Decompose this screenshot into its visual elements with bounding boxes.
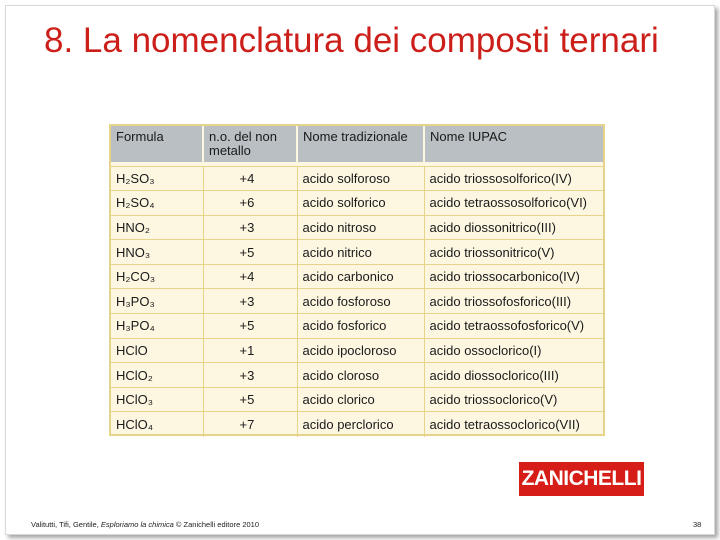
slide-title: 8. La nomenclatura dei composti ternari: [44, 21, 659, 60]
table-row: [111, 338, 603, 363]
cell-formula: H₃PO₄: [111, 314, 203, 339]
cell-oxidation-number: +1: [203, 338, 297, 363]
cell-traditional-name: acido fosforoso: [297, 289, 424, 314]
cell-oxidation-number: +7: [203, 412, 297, 437]
cell-oxidation-number: +4: [203, 166, 297, 191]
zanichelli-logo: ZANICHELLI: [519, 462, 644, 496]
cell-iupac-name: acido triossonitrico(V): [424, 240, 603, 265]
cell-iupac-name: acido tetraossosolforico(VI): [424, 191, 603, 216]
cell-oxidation-number: +3: [203, 363, 297, 388]
cell-iupac-name: acido triossofosforico(III): [424, 289, 603, 314]
nomenclature-table: [111, 126, 603, 437]
cell-traditional-name: acido carbonico: [297, 264, 424, 289]
table-header-row: [111, 126, 603, 162]
cell-formula: H₂SO₃: [111, 166, 203, 191]
cell-oxidation-number: +6: [203, 191, 297, 216]
cell-traditional-name: acido perclorico: [297, 412, 424, 437]
cell-iupac-name: acido triossosolforico(IV): [424, 166, 603, 191]
nomenclature-table-container: [109, 124, 605, 436]
cell-oxidation-number: +3: [203, 289, 297, 314]
cell-iupac-name: acido triossoclorico(V): [424, 387, 603, 412]
cell-oxidation-number: +4: [203, 264, 297, 289]
table-row: [111, 166, 603, 191]
table-row: [111, 191, 603, 216]
cell-formula: H₂SO₄: [111, 191, 203, 216]
header-iupac-name: Nome IUPAC: [430, 129, 508, 144]
cell-traditional-name: acido fosforico: [297, 314, 424, 339]
footer-credit: [31, 520, 259, 529]
table-row: [111, 215, 603, 240]
footer-authors: Valitutti, Tifi, Gentile,: [31, 520, 101, 529]
cell-formula: H₂CO₃: [111, 264, 203, 289]
header-formula: Formula: [111, 126, 203, 162]
table-row: [111, 363, 603, 388]
header-oxidation-number: n.o. del non metallo: [203, 126, 297, 162]
table-row: [111, 314, 603, 339]
cell-formula: HClO: [111, 338, 203, 363]
cell-traditional-name: acido clorico: [297, 387, 424, 412]
cell-formula: HNO₂: [111, 215, 203, 240]
cell-formula: HClO₃: [111, 387, 203, 412]
cell-formula: HNO₃: [111, 240, 203, 265]
cell-traditional-name: acido solforoso: [297, 166, 424, 191]
table-row: [111, 240, 603, 265]
cell-traditional-name: acido nitroso: [297, 215, 424, 240]
table-row: [111, 412, 603, 437]
footer-publisher: © Zanichelli editore 2010: [173, 520, 260, 529]
cell-traditional-name: acido nitrico: [297, 240, 424, 265]
table-row: [111, 289, 603, 314]
cell-oxidation-number: +5: [203, 240, 297, 265]
cell-iupac-name: acido diossoclorico(III): [424, 363, 603, 388]
header-traditional-name: Nome tradizionale: [297, 126, 424, 162]
cell-iupac-name: acido triossocarbonico(IV): [424, 264, 603, 289]
cell-iupac-name: acido ossoclorico(I): [424, 338, 603, 363]
cell-iupac-name: acido tetraossofosforico(V): [424, 314, 603, 339]
cell-formula: HClO₄: [111, 412, 203, 437]
cell-oxidation-number: +3: [203, 215, 297, 240]
cell-iupac-name: acido tetraossoclorico(VII): [424, 412, 603, 437]
cell-traditional-name: acido cloroso: [297, 363, 424, 388]
cell-formula: HClO₂: [111, 363, 203, 388]
cell-traditional-name: acido ipocloroso: [297, 338, 424, 363]
table-row: [111, 264, 603, 289]
cell-iupac-name: acido diossonitrico(III): [424, 215, 603, 240]
cell-traditional-name: acido solforico: [297, 191, 424, 216]
table-body: [111, 162, 603, 437]
table-row: [111, 387, 603, 412]
cell-oxidation-number: +5: [203, 314, 297, 339]
cell-oxidation-number: +5: [203, 387, 297, 412]
page-number: 38: [693, 520, 702, 529]
footer-book-title: Esploriamo la chimica: [100, 520, 174, 529]
cell-formula: H₃PO₃: [111, 289, 203, 314]
